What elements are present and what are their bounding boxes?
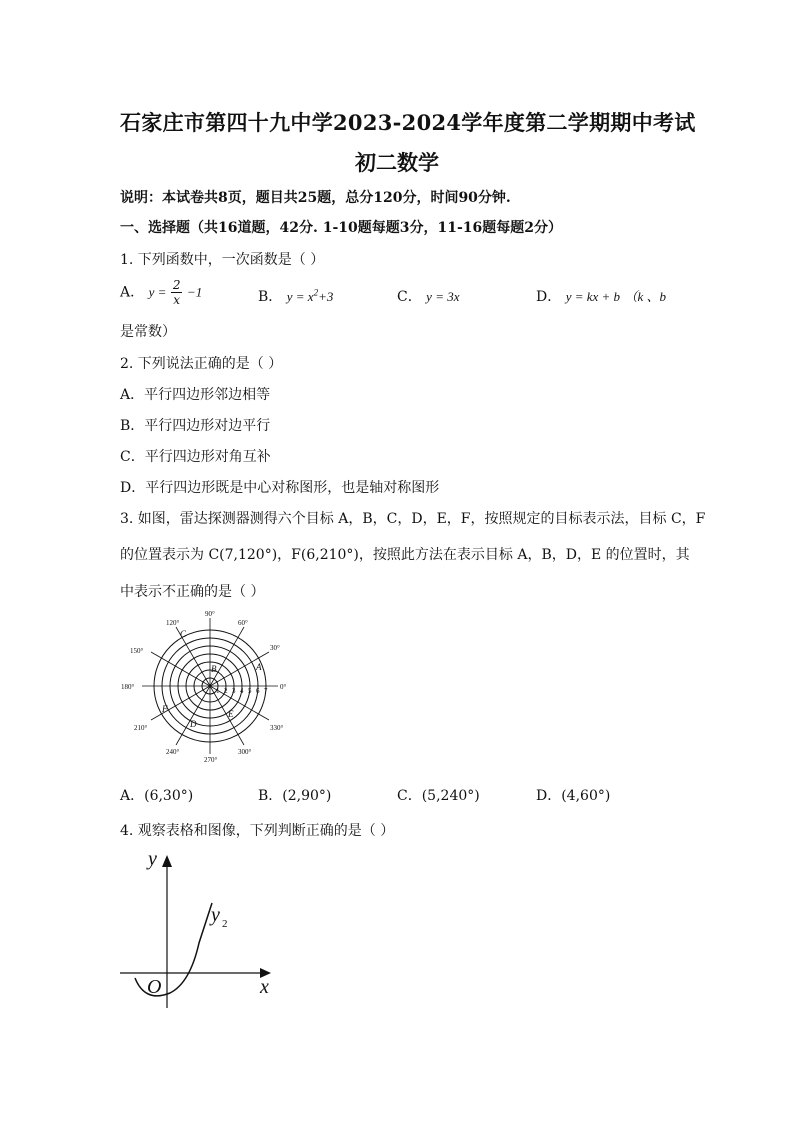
angle-label-180: 180° (121, 683, 135, 691)
question-2-stem: 2. 下列说法正确的是（ ） (120, 356, 283, 372)
question-1-stem: 1. 下列函数中，一次函数是（ ） (120, 252, 325, 268)
ring-label-3: 3 (232, 687, 236, 695)
q3-option-a: A．(6,30°) (120, 788, 194, 804)
exam-subtitle: 初二数学 (355, 150, 439, 175)
y-axis-label: y (148, 848, 157, 870)
function-graph (115, 843, 285, 1013)
angle-label-330: 330° (270, 724, 284, 732)
q2-option-a: A．平行四边形邻边相等 (120, 387, 271, 403)
q1-option-c (397, 286, 459, 306)
question-3-line-3: 中表示不正确的是（ ） (120, 584, 265, 600)
q1-option-d-continued: 是常数） (120, 324, 176, 340)
q1-option-a-fraction (171, 278, 183, 307)
q1-option-d-label: D． (536, 289, 562, 305)
q1-option-a-rest: −1 (186, 284, 203, 300)
q3-option-d: D．(4,60°) (536, 788, 611, 804)
point-label-f: F (162, 704, 168, 714)
angle-label-300: 300° (238, 748, 252, 756)
q3-option-c: C．(5,240°) (397, 788, 480, 804)
ring-label-5: 5 (248, 687, 252, 695)
curve-label-subscript: 2 (222, 918, 228, 930)
x-axis-label: x (260, 976, 269, 998)
q1-option-d-expr: y = kx + b (565, 289, 621, 304)
point-label-c: C (180, 629, 187, 639)
ring-label-4: 4 (240, 687, 244, 695)
q1-option-c-label: C． (397, 289, 422, 305)
ring-label-1: 1 (216, 687, 220, 695)
point-label-e: E (228, 709, 234, 719)
angle-label-270: 270° (204, 756, 218, 764)
angle-label-90: 90° (205, 610, 215, 618)
angle-label-240: 240° (166, 748, 180, 756)
point-label-d: D (190, 719, 197, 729)
q2-option-c: C．平行四边形对角互补 (120, 449, 271, 465)
origin-label: O (147, 976, 162, 998)
angle-label-60: 60° (238, 619, 248, 627)
ring-label-6: 6 (256, 687, 260, 695)
point-label-a: A (256, 662, 262, 672)
angle-label-0: 0° (280, 683, 287, 691)
q1-option-c-expr: y = 3x (426, 289, 460, 304)
q1-option-b (258, 286, 333, 306)
q1-option-d (536, 286, 666, 306)
point-label-b: B (211, 664, 217, 674)
fraction-denominator: x (173, 293, 181, 307)
q1-option-b-rest: +3 (318, 289, 334, 304)
ring-label-7: 7 (264, 687, 268, 695)
section-heading: 一、选择题（共16道题，42分. 1-10题每题3分，11-16题每题2分） (120, 220, 563, 236)
q1-option-a (120, 278, 202, 307)
q2-option-d: D．平行四边形既是中心对称图形，也是轴对称图形 (120, 480, 440, 496)
q1-option-b-expr: y = x (286, 289, 314, 304)
radar-rays (142, 618, 278, 754)
question-3-line-1: 3. 如图，雷达探测器测得六个目标 A，B，C，D，E，F，按照规定的目标表示法，目标 C，F (120, 511, 706, 527)
instructions: 说明：本试卷共8页，题目共25题，总分120分，时间90分钟. (120, 190, 511, 206)
q1-option-d-note: （k 、b (624, 289, 667, 304)
q1-option-b-exponent: 2 (313, 287, 319, 298)
q2-option-b: B．平行四边形对边平行 (120, 418, 271, 434)
angle-label-210: 210° (134, 724, 148, 732)
q3-option-b: B．(2,90°) (258, 788, 332, 804)
question-3-line-2: 的位置表示为 C(7,120°)，F(6,210°)，按照此方法在表示目标 A，B，D，E 的位置时，其 (120, 547, 690, 563)
exam-title: 石家庄市第四十九中学2023-2024学年度第二学期期中考试 (120, 110, 696, 135)
ring-label-2: 2 (224, 687, 228, 695)
q1-option-a-label: A． (120, 284, 145, 301)
question-4-stem: 4. 观察表格和图像，下列判断正确的是（ ） (120, 823, 395, 839)
q1-option-b-label: B． (258, 289, 283, 305)
angle-label-30: 30° (270, 644, 280, 652)
angle-label-150: 150° (130, 647, 144, 655)
q1-option-a-lhs: y = (148, 284, 167, 300)
y-axis-arrow-icon (162, 855, 172, 867)
fraction-numerator: 2 (172, 278, 181, 292)
curve-label: y (211, 904, 220, 926)
angle-label-120: 120° (166, 619, 180, 627)
radar-figure (120, 606, 300, 766)
